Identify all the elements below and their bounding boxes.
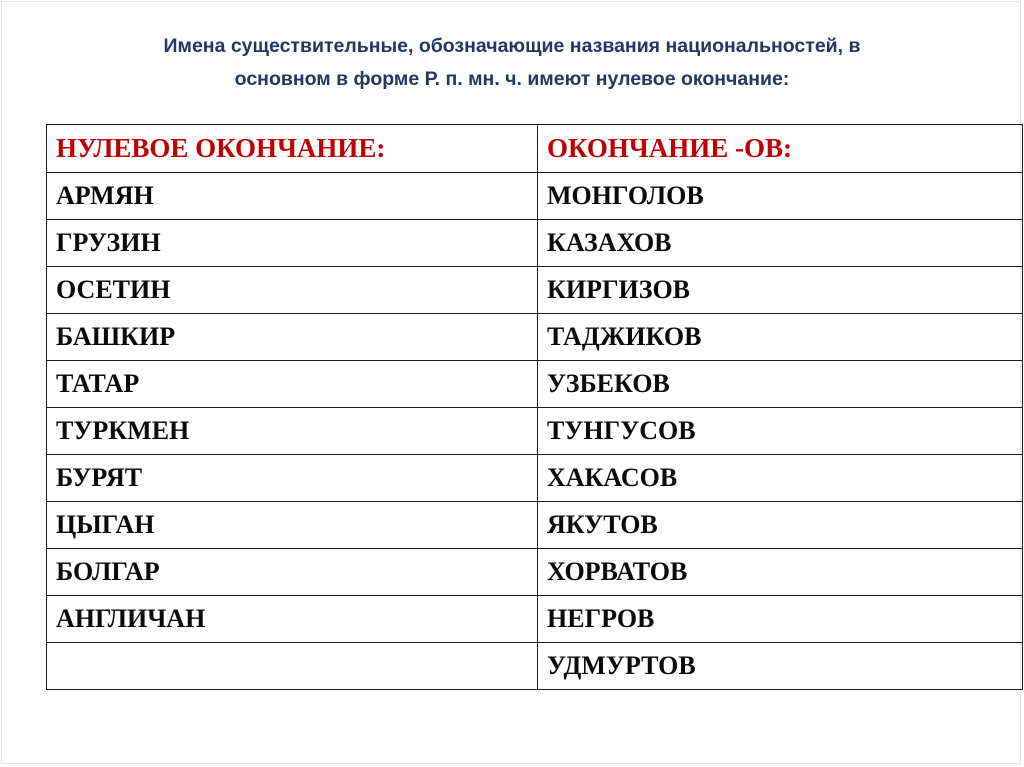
ov-ending-cell: ТУНГУСОВ — [538, 408, 1023, 455]
zero-ending-cell: ТАТАР — [47, 361, 538, 408]
table-row — [47, 549, 1023, 596]
zero-ending-cell: ОСЕТИН — [47, 267, 538, 314]
table-row — [47, 643, 1023, 690]
table-row — [47, 408, 1023, 455]
heading-line-2: основном в форме Р. п. мн. ч. имеют нулевое окончание: — [234, 68, 790, 90]
zero-ending-cell: БАШКИР — [47, 314, 538, 361]
ov-ending-cell: ЯКУТОВ — [538, 502, 1023, 549]
heading-line-1: Имена существительные, обозначающие названия национальностей, в — [163, 35, 861, 57]
zero-ending-cell: ГРУЗИН — [47, 220, 538, 267]
table-row — [47, 455, 1023, 502]
ov-ending-cell: УДМУРТОВ — [538, 643, 1023, 690]
endings-table — [46, 124, 1023, 690]
zero-ending-cell: ЦЫГАН — [47, 502, 538, 549]
ov-ending-cell: ТАДЖИКОВ — [538, 314, 1023, 361]
zero-ending-cell: АРМЯН — [47, 173, 538, 220]
table-row — [47, 173, 1023, 220]
ov-ending-cell: ХАКАСОВ — [538, 455, 1023, 502]
table-row — [47, 220, 1023, 267]
table-row — [47, 314, 1023, 361]
ov-ending-cell: КИРГИЗОВ — [538, 267, 1023, 314]
ov-ending-cell: МОНГОЛОВ — [538, 173, 1023, 220]
ov-ending-cell: УЗБЕКОВ — [538, 361, 1023, 408]
table-row — [47, 267, 1023, 314]
slide-heading — [40, 30, 984, 96]
table-header-row — [47, 125, 1023, 173]
zero-ending-cell: АНГЛИЧАН — [47, 596, 538, 643]
header-ov-ending: ОКОНЧАНИЕ -ОВ: — [538, 125, 1023, 173]
header-zero-ending: НУЛЕВОЕ ОКОНЧАНИЕ: — [47, 125, 538, 173]
table-row — [47, 502, 1023, 549]
ov-ending-cell: КАЗАХОВ — [538, 220, 1023, 267]
zero-ending-cell-empty — [47, 643, 538, 690]
table-row — [47, 596, 1023, 643]
ov-ending-cell: ХОРВАТОВ — [538, 549, 1023, 596]
zero-ending-cell: БУРЯТ — [47, 455, 538, 502]
table-row — [47, 361, 1023, 408]
zero-ending-cell: БОЛГАР — [47, 549, 538, 596]
ov-ending-cell: НЕГРОВ — [538, 596, 1023, 643]
zero-ending-cell: ТУРКМЕН — [47, 408, 538, 455]
